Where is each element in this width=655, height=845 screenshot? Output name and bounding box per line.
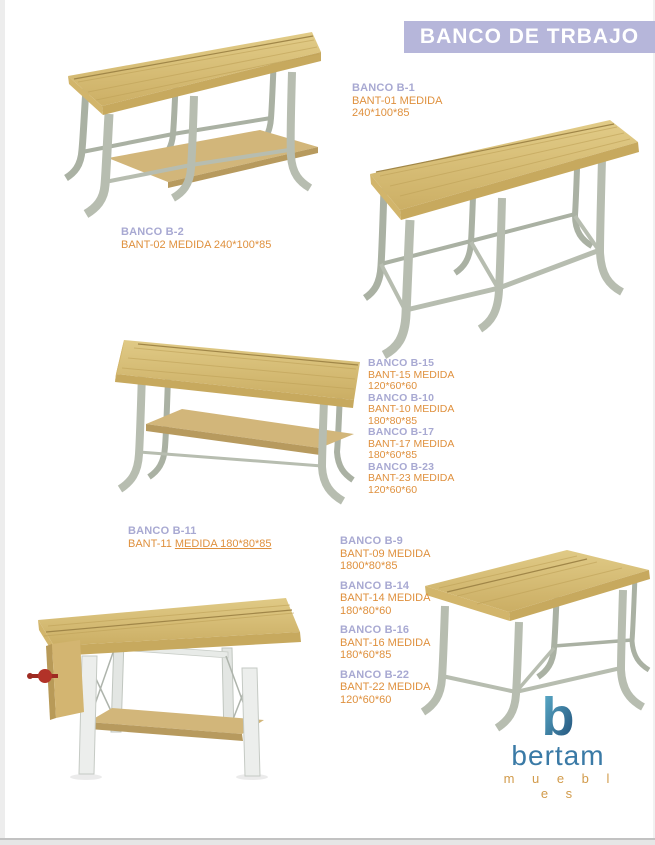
product-code: BANT-15 MEDIDA: [368, 368, 455, 381]
product-size: 120*60*60: [368, 483, 418, 496]
product-label-b9: [340, 535, 430, 573]
product-label-b10: [368, 393, 454, 428]
product-name: BANCO B-9: [340, 535, 403, 547]
logo-b-mark-icon: [535, 690, 581, 742]
product-size: 180*80*60: [340, 604, 392, 617]
brand-subtitle: m u e b l e s: [503, 771, 617, 801]
workbench-illustration: [16, 30, 324, 230]
page-left-edge: [0, 0, 5, 845]
product-name: BANCO B-14: [340, 579, 410, 592]
product-name: BANCO B-17: [368, 426, 435, 438]
product-label-b1: [352, 82, 442, 120]
product-name: BANCO B-16: [340, 624, 410, 636]
product-label-group-middle: [368, 358, 454, 496]
product-name: BANCO B-23: [368, 460, 435, 473]
product-label-b16: [340, 624, 430, 662]
page-bottom-edge: [0, 838, 655, 845]
product-size: 180*80*85: [368, 414, 418, 427]
vise: [27, 640, 84, 720]
product-label-b23: [368, 462, 454, 497]
lower-shelf: [88, 708, 264, 741]
tabletop: [115, 340, 360, 408]
product-name: BANCO B-15: [368, 357, 435, 369]
page-title: BANCO DE TRBAJO: [419, 25, 640, 48]
product-photo-banco-b1: [352, 112, 655, 387]
product-size: 120*60*60: [340, 693, 392, 706]
product-label-b15: [368, 358, 454, 393]
product-label-b22: [340, 669, 430, 707]
product-code: BANT-23 MEDIDA: [368, 472, 455, 484]
product-code-prefix: BANT-11: [128, 537, 175, 550]
product-size: 180*60*85: [340, 649, 392, 661]
product-code: [128, 538, 272, 551]
product-code: BANT-14 MEDIDA: [340, 592, 431, 604]
product-name: BANCO B-11: [128, 525, 197, 537]
product-label-b11: [128, 525, 272, 550]
brand-logo: [490, 690, 626, 801]
product-size: 1800*80*85: [340, 560, 398, 572]
workbench-illustration: [352, 112, 655, 382]
product-name: BANCO B-10: [368, 391, 435, 404]
logo-mark-letter: b: [541, 690, 575, 742]
product-code: BANT-22 MEDIDA: [340, 681, 431, 693]
page-title-banner: [404, 21, 655, 53]
product-photo-banco-b2: [16, 30, 324, 235]
product-size: 180*60*85: [368, 449, 418, 461]
vise-knob: [38, 669, 52, 683]
product-code: BANT-09 MEDIDA: [340, 547, 431, 560]
product-label-b17: [368, 427, 454, 462]
product-name: BANCO B-22: [340, 668, 410, 681]
product-code: BANT-01 MEDIDA: [352, 94, 443, 107]
product-label-group-right: [340, 535, 430, 713]
foot-shadow: [70, 774, 102, 780]
product-label-b14: [340, 580, 430, 618]
product-code: BANT-10 MEDIDA: [368, 403, 455, 415]
product-size: 240*100*85: [352, 107, 410, 119]
product-photo-banco-b11: [24, 580, 318, 785]
product-code: BANT-17 MEDIDA: [368, 437, 455, 450]
tabletop: [425, 550, 650, 621]
product-photo-banco-middle: [108, 316, 380, 513]
product-code: BANT-02 MEDIDA 240*100*85: [121, 238, 272, 251]
workbench-illustration: [108, 316, 380, 508]
workbench-illustration: [24, 580, 318, 780]
product-name: BANCO B-2: [121, 226, 184, 238]
product-size-underlined: MEDIDA 180*80*85: [174, 537, 272, 550]
product-label-b2: [121, 226, 271, 251]
product-name: BANCO B-1: [352, 82, 415, 94]
brand-name: bertam: [511, 740, 605, 771]
product-size: 120*60*60: [368, 380, 418, 392]
product-code: BANT-16 MEDIDA: [340, 636, 431, 649]
